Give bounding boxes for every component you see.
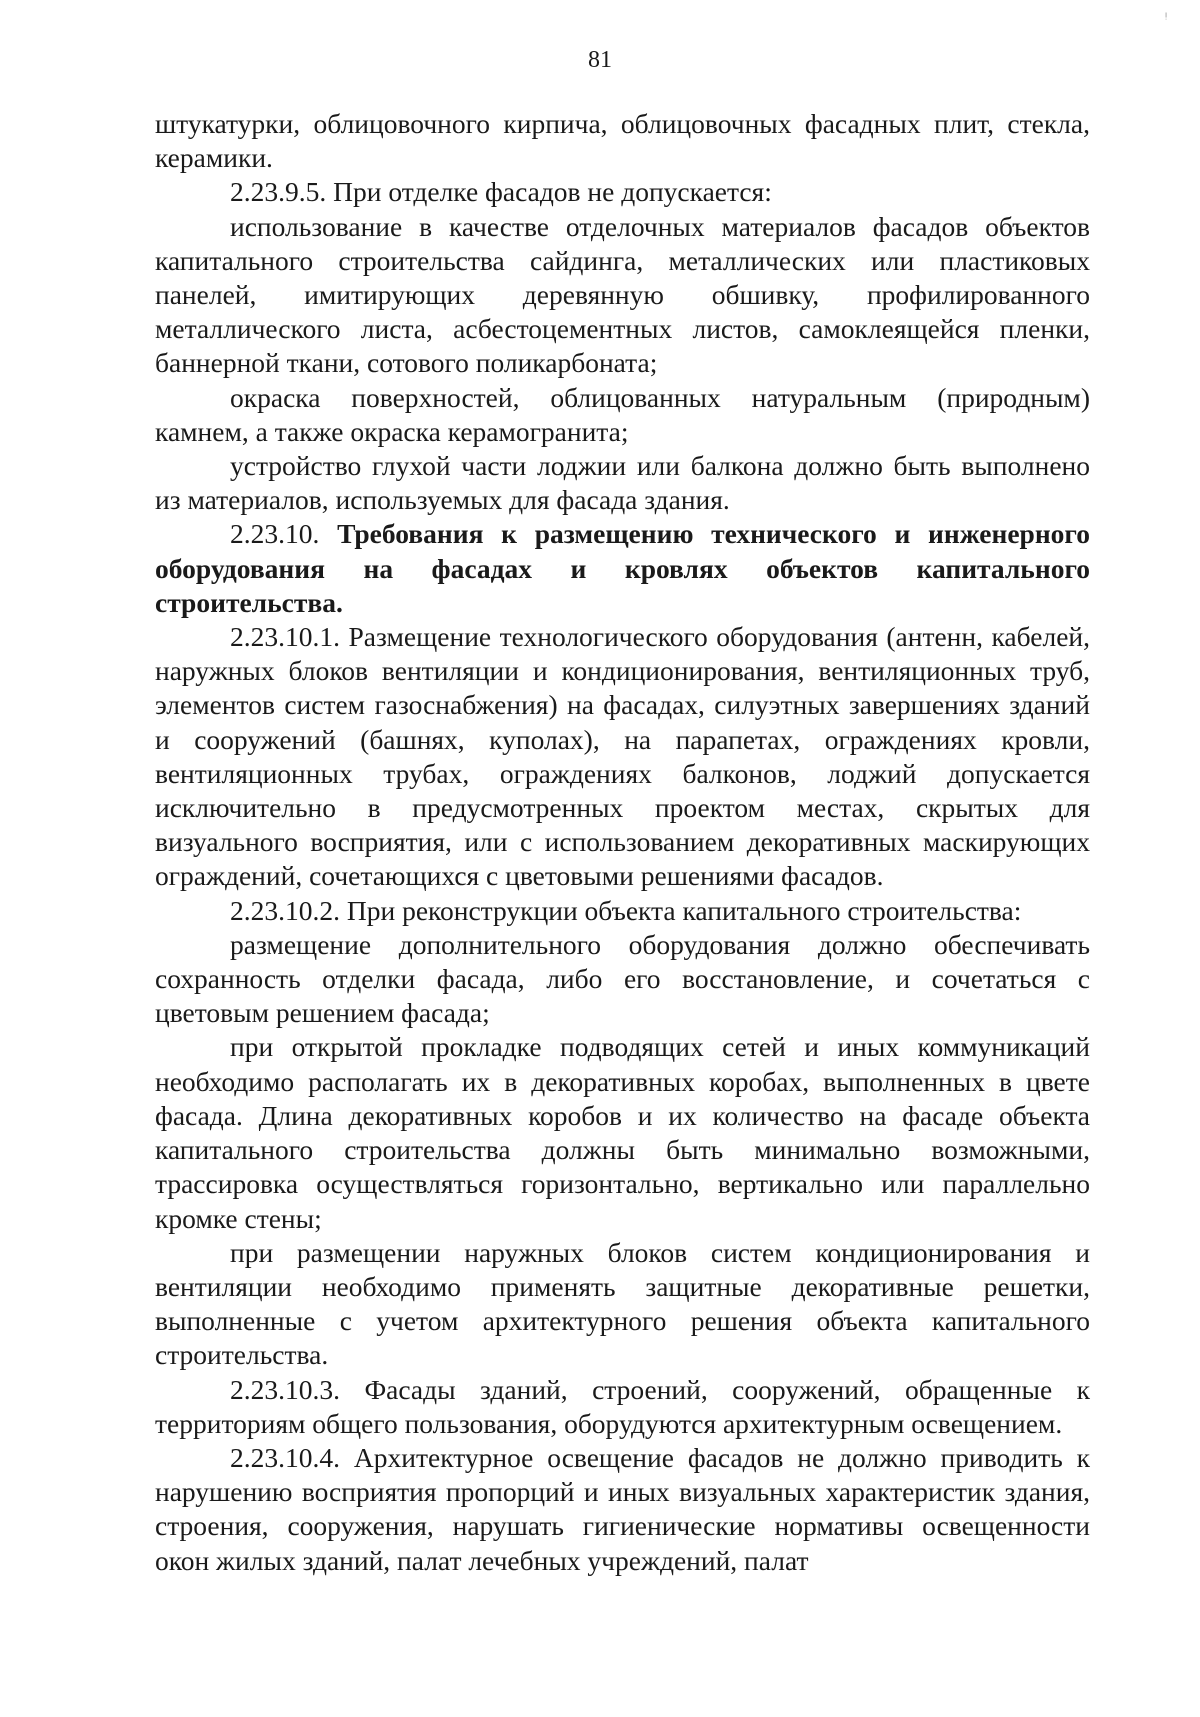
document-body bbox=[155, 107, 1090, 1578]
paragraph-list-item: окраска поверхностей, облицованных натуральным (природным) камнем, а также окраска керамогранита; bbox=[155, 381, 1090, 447]
page-number: 81 bbox=[588, 47, 612, 73]
paragraph-list-item: при открытой прокладке подводящих сетей и иных коммуникаций необходимо располагать их в декоративных коробах, выполненных в цвете фасада. Длина декоративных коробов и их количество на фасаде объекта капитального строительства должны быть минимально возможными, трассировка осуществляться горизонтально, вертикально или параллельно кромке стены; bbox=[155, 1031, 1090, 1234]
paragraph-section-heading-2-23-10 bbox=[155, 517, 1090, 620]
paragraph-clause-2-23-9-5: 2.23.9.5. При отделке фасадов не допускается: bbox=[230, 176, 772, 208]
section-number: 2.23.10. bbox=[230, 518, 338, 550]
paragraph-list-item: при размещении наружных блоков систем кондиционирования и вентиляции необходимо применять защитные декоративные решетки, выполненные с учетом архитектурного решения объекта капитального строительства. bbox=[155, 1236, 1090, 1371]
scan-mark: ᵎ bbox=[1165, 8, 1168, 24]
paragraph-list-item: размещение дополнительного оборудования должно обеспечивать сохранность отделки фасада, либо его восстановление, и сочетаться с цветовым решением фасада; bbox=[155, 928, 1090, 1029]
paragraph-clause-2-23-10-1: 2.23.10.1. Размещение технологического оборудования (антенн, кабелей, наружных блоков вентиляции и кондиционирования, вентиляционных труб, элементов систем газоснабжения) на фасадах, силуэтных завершениях зданий и сооружений (башнях, куполах), на парапетах, ограждениях кровли, вентиляционных трубах, ограждениях балконов, лоджий допускается исключительно в предусмотренных проектом местах, скрытых для визуального восприятия, или с использованием декоративных маскирующих ограждений, сочетающихся с цветовыми решениями фасадов. bbox=[155, 621, 1090, 892]
paragraph-clause-2-23-10-2: 2.23.10.2. При реконструкции объекта капитального строительства: bbox=[230, 894, 1022, 926]
paragraph-list-item: использование в качестве отделочных материалов фасадов объектов капитального строительства сайдинга, металлических или пластиковых панелей, имитирующих деревянную обшивку, профилированного металлического листа, асбестоцементных листов, самоклеящейся пленки, баннерной ткани, сотового поликарбоната; bbox=[155, 210, 1090, 379]
paragraph-clause-2-23-10-3: 2.23.10.3. Фасады зданий, строений, сооружений, обращенные к территориям общего пользования, оборудуются архитектурным освещением. bbox=[155, 1373, 1090, 1439]
paragraph-clause-2-23-10-4: 2.23.10.4. Архитектурное освещение фасадов не должно приводить к нарушению восприятия пропорций и иных визуальных характеристик здания, строения, сооружения, нарушать гигиенические нормативы освещенности окон жилых зданий, палат лечебных учреждений, палат bbox=[155, 1441, 1090, 1576]
paragraph-continuation: штукатурки, облицовочного кирпича, облицовочных фасадных плит, стекла, керамики. bbox=[155, 108, 1090, 174]
section-heading: Требования к размещению технического и инженерного оборудования на фасадах и кровлях объектов капитального строительства. bbox=[155, 518, 1090, 618]
paragraph-list-item: устройство глухой части лоджии или балкона должно быть выполнено из материалов, используемых для фасада здания. bbox=[155, 450, 1090, 516]
